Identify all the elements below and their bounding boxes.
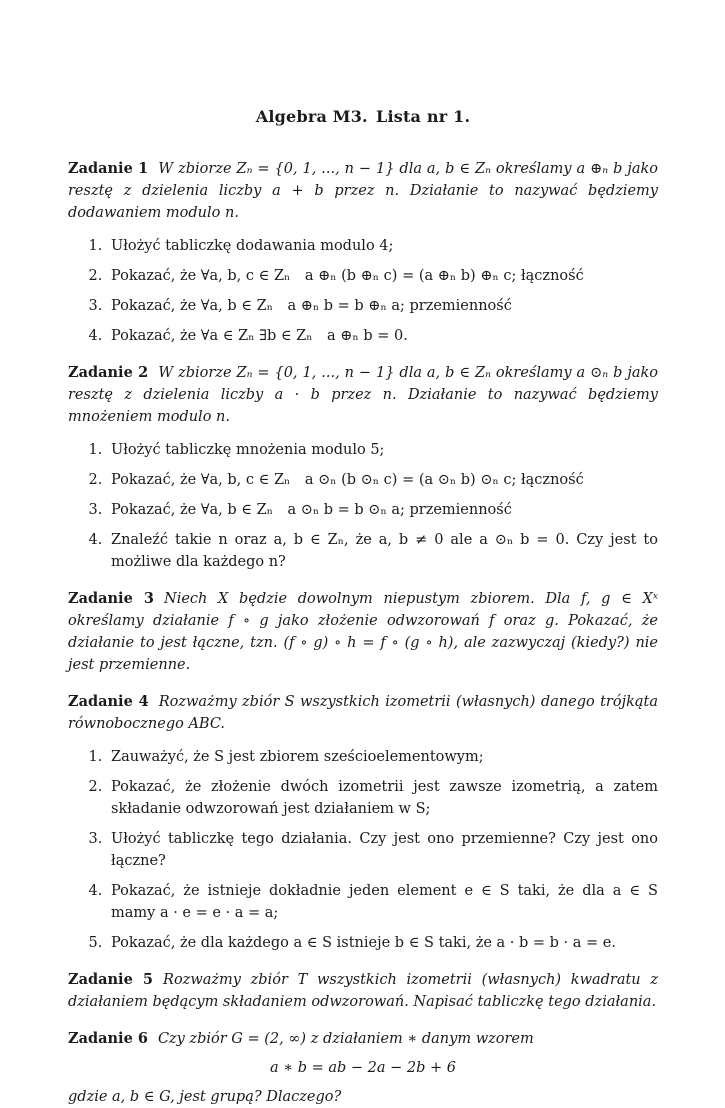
problem-1-list xyxy=(68,235,658,347)
problem-6 xyxy=(68,1028,658,1108)
problem-6-statement xyxy=(68,1028,658,1050)
problem-4-statement xyxy=(68,691,658,735)
problem-5-label: Zadanie 5 xyxy=(68,971,154,988)
problem-2-label: Zadanie 2 xyxy=(68,364,149,381)
problem-3-label: Zadanie 3 xyxy=(68,590,154,607)
problem-3 xyxy=(68,588,658,676)
problem-2-item-2: 2. Pokazać, że ∀a, b, c ∈ Zₙ a ⊙ₙ (b ⊙ₙ c) = (a ⊙ₙ b) ⊙ₙ c; łączność xyxy=(107,469,658,491)
problem-2-item-4: 4. Znaleźć takie n oraz a, b ∈ Zₙ, że a, b ≠ 0 ale a ⊙ₙ b = 0. Czy jest to możliwe dla każdego n? xyxy=(107,529,658,573)
problem-1-label: Zadanie 1 xyxy=(68,160,149,177)
problem-5-text: Rozważmy zbiór T wszystkich izometrii (własnych) kwadratu z działaniem będącym składaniem odwzorowań. Napisać tabliczkę tego działania. xyxy=(68,972,658,1010)
problem-1-item-4: 4. Pokazać, że ∀a ∈ Zₙ ∃b ∈ Zₙ a ⊕ₙ b = 0. xyxy=(107,325,658,347)
problem-3-text: Niech X będzie dowolnym niepustym zbiorem. Dla f, g ∈ Xˣ określamy działanie f ∘ g jako złożenie odwzorowań f oraz g. Pokazać, że działanie to jest łączne, tzn. (f ∘ g) ∘ h = f ∘ (g ∘ h), ale zazwyczaj (kiedy?) nie jest przemienne. xyxy=(68,591,658,673)
problem-6-label: Zadanie 6 xyxy=(68,1030,148,1047)
problem-2-statement xyxy=(68,362,658,428)
problem-1-item-2: 2. Pokazać, że ∀a, b, c ∈ Zₙ a ⊕ₙ (b ⊕ₙ c) = (a ⊕ₙ b) ⊕ₙ c; łączność xyxy=(107,265,658,287)
problem-4-label: Zadanie 4 xyxy=(68,693,149,710)
problem-6-text: Czy zbiór G = (2, ∞) z działaniem ∗ danym wzorem xyxy=(157,1031,534,1047)
problem-1-text: W zbiorze Zₙ = {0, 1, ..., n − 1} dla a, b ∈ Zₙ określamy a ⊕ₙ b jako resztę z dzielenia liczby a + b przez n. Działanie to nazywać będziemy dodawaniem modulo n. xyxy=(68,161,658,221)
problem-4-item-5: 5. Pokazać, że dla każdego a ∈ S istnieje b ∈ S taki, że a · b = b · a = e. xyxy=(107,932,658,954)
problem-5 xyxy=(68,969,658,1013)
problem-4-item-4: 4. Pokazać, że istnieje dokładnie jeden element e ∈ S taki, że dla a ∈ S mamy a · e = e · a = a; xyxy=(107,880,658,924)
problem-2-text: W zbiorze Zₙ = {0, 1, ..., n − 1} dla a, b ∈ Zₙ określamy a ⊙ₙ b jako resztę z dzielenia liczby a · b przez n. Działanie to nazywać będziemy mnożeniem modulo n. xyxy=(68,365,658,425)
problem-4 xyxy=(68,691,658,954)
problem-4-text: Rozważmy zbiór S wszystkich izometrii (własnych) danego trójkąta równobocznego ABC. xyxy=(68,694,658,732)
problem-2-item-3: 3. Pokazać, że ∀a, b ∈ Zₙ a ⊙ₙ b = b ⊙ₙ a; przemienność xyxy=(107,499,658,521)
problem-1-item-3: 3. Pokazać, że ∀a, b ∈ Zₙ a ⊕ₙ b = b ⊕ₙ a; przemienność xyxy=(107,295,658,317)
problem-4-item-1: 1. Zauważyć, że S jest zbiorem sześcioelementowym; xyxy=(107,746,658,768)
problem-6-equation: a ∗ b = ab − 2a − 2b + 6 xyxy=(269,1060,456,1076)
problem-2 xyxy=(68,362,658,573)
problem-4-item-2: 2. Pokazać, że złożenie dwóch izometrii jest zawsze izometrią, a zatem składanie odwzorowań jest działaniem w S; xyxy=(107,776,658,820)
problem-2-item-1: 1. Ułożyć tabliczkę mnożenia modulo 5; xyxy=(107,439,658,461)
problem-4-item-3: 3. Ułożyć tabliczkę tego działania. Czy jest ono przemienne? Czy jest ono łączne? xyxy=(107,828,658,872)
problem-6-closing: gdzie a, b ∈ G, jest grupą? Dlaczego? xyxy=(68,1089,342,1105)
problem-5-statement xyxy=(68,969,658,1013)
problem-3-statement xyxy=(68,588,658,676)
problem-1 xyxy=(68,158,658,347)
problem-2-list xyxy=(68,439,658,573)
problem-4-list xyxy=(68,746,658,954)
page-title: Algebra M3. Lista nr 1. xyxy=(255,107,471,126)
problem-1-statement xyxy=(68,158,658,224)
problem-1-item-1: 1. Ułożyć tabliczkę dodawania modulo 4; xyxy=(107,235,658,257)
